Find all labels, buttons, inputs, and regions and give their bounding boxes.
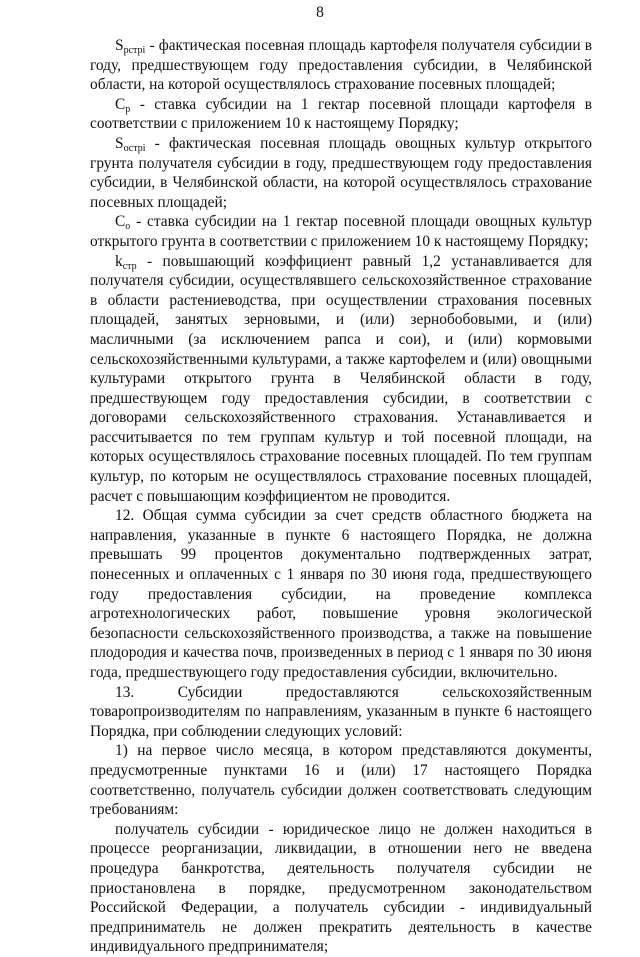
page-number: 8	[316, 4, 324, 21]
definition-c-potato	[90, 95, 592, 134]
variable-subscript: острi	[123, 142, 146, 154]
variable-subscript: стр	[122, 260, 137, 272]
definition-text: - ставка субсидии на 1 гектар посевной площади овощных культур открытого грунта в соответствии с приложением 10 к настоящему Порядку;	[90, 213, 592, 250]
definition-text: - ставка субсидии на 1 гектар посевной площади картофеля в соответствии с приложением 10 к настоящему Порядку;	[90, 95, 592, 133]
definition-c-vegetables	[90, 212, 592, 251]
document-body	[90, 36, 592, 957]
paragraph-13: 13. Субсидии предоставляются сельскохозяйственным товаропроизводителям по направлениям, указанным в пункте 6 настоящего Порядка, при соблюдении следующих условий:	[90, 683, 592, 740]
definition-text: - фактическая посевная площадь картофеля получателя субсидии в году, предшествующем году предоставления субсидии, в Челябинской области, на которой осуществлялось страхование посевных площадей;	[90, 37, 592, 94]
variable-subscript: рстрi	[123, 45, 146, 56]
definition-k-coefficient	[90, 252, 592, 507]
definition-text: - повышающий коэффициент равный 1,2 устанавливается для получателя субсидии, осуществлявшего сельскохозяйственное страхование в области растениеводства, при осуществлении страхования посевных площадей, занятых зерновыми, и (или) зернобобовыми, и (или) масличными (за исключением рапса и сои), и (или) кормовыми сельскохозяйственными культурами, а также картофелем и (или) овощными культурами открытого грунта в Челябинской области в году, предшествующем году предоставления субсидии, в соответствии с договорами сельскохозяйственного страхования. Устанавливается и рассчитывается по тем группам культур и той посевной площади, на которых осуществлялось страхование посевных площадей. По тем группам культур, по которым не осуществлялось страхование посевных площадей, расчет с повышающим коэффициентом не проводится.	[90, 252, 592, 505]
definition-s-potato	[90, 36, 592, 95]
paragraph-12: 12. Общая сумма субсидии за счет средств областного бюджета на направления, указанные в пункте 6 настоящего Порядка, не должна превышать 99 процентов документально подтвержденных затрат, понесенных и оплаченных с 1 января по 30 июня года, предшествующего году предоставления субсидии, на проведение комплекса агротехнологических работ, повышение уровня экологической безопасности сельскохозяйственного производства, а также на повышение плодородия и качества почв, произведенных в период с 1 января по 30 июня года, предшествующего году предоставления субсидии, включительно.	[90, 507, 592, 681]
variable-symbol: С	[115, 95, 126, 113]
definition-s-vegetables	[90, 134, 592, 212]
paragraph-13-item-1-requirement: получатель субсидии - юридическое лицо не должен находиться в процессе реорганизации, ликвидации, в отношении него не введена процедура банкротства, деятельность получателя субсидии не приостановлена в порядке, предусмотренном законодательством Российской Федерации, а получатель субсидии - индивидуальный предприниматель не должен прекратить деятельность в качестве индивидуального предпринимателя;	[90, 820, 592, 956]
variable-symbol: k	[115, 252, 123, 270]
variable-symbol: S	[115, 134, 124, 152]
paragraph-13-item-1: 1) на первое число месяца, в котором представляются документы, предусмотренные пунктами 16 и (или) 17 настоящего Порядка соответственно, получатель субсидии должен соответствовать следующим требованиям:	[90, 742, 592, 819]
variable-subscript: о	[125, 221, 131, 233]
definition-text: - фактическая посевная площадь овощных культур открытого грунта получателя субсидии в году, предшествующем году предоставления субсидии, в Челябинской области, на которой осуществлялось страхование посевных площадей;	[90, 134, 592, 211]
variable-subscript: р	[125, 103, 131, 115]
variable-symbol: S	[115, 37, 124, 54]
variable-symbol: С	[115, 213, 126, 231]
